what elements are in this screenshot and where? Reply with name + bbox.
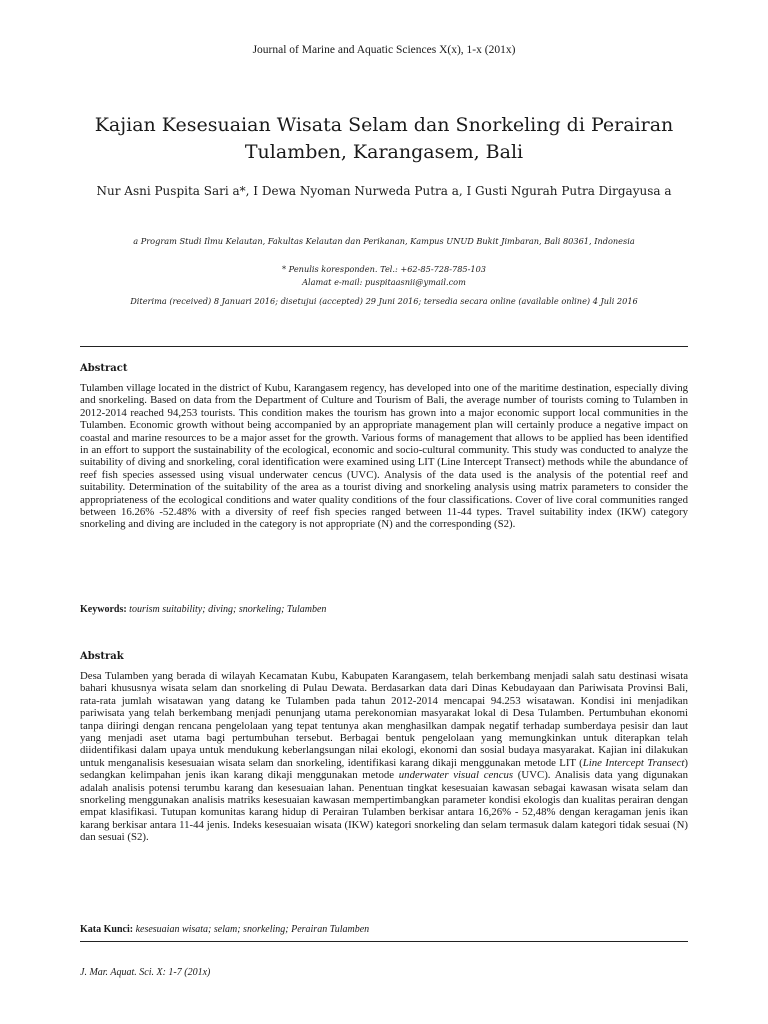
kata-kunci-value: kesesuaian wisata; selam; snorkeling; Perairan Tulamben (135, 924, 370, 935)
corresponding-phone: * Penulis koresponden. Tel.: +62-85-728-785-103 (281, 264, 487, 274)
abstract-heading: Abstract (80, 363, 128, 374)
keywords (80, 604, 688, 615)
kata-kunci-label: Kata Kunci: (80, 924, 134, 935)
author-list: Nur Asni Puspita Sari a*, I Dewa Nyoman Nurweda Putra a, I Gusti Ngurah Putra Dirgayusa a (96, 184, 672, 198)
abstrak-heading: Abstrak (80, 651, 124, 662)
abstrak-text-part2: ) sedangkan kelimpahan jenis ikan karang dikaji menggunakan metode (80, 756, 688, 782)
paper-title: Kajian Kesesuaian Wisata Selam dan Snorkeling di Perairan Tulamben, Karangasem, Bali (94, 114, 674, 163)
abstrak-italic-lit: Line Intercept Transect (582, 756, 685, 769)
corresponding-email: Alamat e-mail: puspitaasnii@ymail.com (302, 277, 466, 287)
journal-header: Journal of Marine and Aquatic Sciences X(x), 1-x (201x) (252, 44, 516, 56)
abstract-text: Tulamben village located in the district of Kubu, Karangasem regency, has developed into one of the maritime destination, especially diving and snorkeling. Based on data from the Department of Culture and Tourism of Bali, the average number of tourists coming to Tulamben in 2012-2014 reached 94,253 tourists. This condition makes the tourism has grown into a major economic support local communities in the Tulamben. Economic growth without being accompanied by an appropriate management plan will certainly produce a negative impact on coastal and marine resources to be a major asset for the growth. Various forms of management that allows to be applied has been identified in an effort to support the sustainability of the ecological, economic and socio-cultural community. This study was conducted to analyze the suitability of diving and snorkeling, coral identification were examined using LIT (Line Intercept Transect) methods while the abundance of reef fish species assessed using visual underwater cencus (UVC). Analysis of the data used is the analysis of the potential reef and suitability. Determination of the suitability of the area as a tourist diving and snorkeling analysis using matrix parameters to consider the appropriateness of the ecological conditions and water quality conditions of the four classifications. Cover of live coral communities ranged between 16.26% -52.48% with a diversity of reef fish species ranged between 11-44 types. Travel suitability index (IKW) category snorkeling and diving are included in the category is not appropriate (N) and the corresponding (S2). (80, 382, 688, 531)
kata-kunci (80, 924, 688, 935)
top-divider (80, 346, 688, 347)
abstrak-text-part3: (UVC). Analisis data yang digunakan adalah analisis potensi terumbu karang dan kesesuaian lahan. Penentuan tingkat kesesuaian kawasan sebagai kawasan wisata selam dan snorkeling menggunakan analisis matriks kesesuaian kawasan mempertimbangkan parameter kondisi ekologis dan kualitas perairan dengan empat klasifikasi. Tutupan komunitas karang hidup di Perairan Tulamben berkisar antara 16,26% - 52,48% dengan keragaman jenis ikan karang berkisar antara 11-44 jenis. Indeks kesesuaian wisata (IKW) kategori snorkeling dan selam termasuk dalam kategori tidak sesuai (N) dan sesuai (S2). (80, 769, 688, 844)
publication-dates: Diterima (received) 8 Januari 2016; disetujui (accepted) 29 Juni 2016; tersedia secara online (available online) 4 Juli 2016 (130, 296, 638, 306)
abstrak-text (80, 670, 688, 844)
corresponding-author (60, 263, 708, 289)
keywords-value: tourism suitability; diving; snorkeling; Tulamben (129, 604, 327, 615)
keywords-label: Keywords: (80, 604, 127, 615)
affiliation: a Program Studi Ilmu Kelautan, Fakultas Kelautan dan Perikanan, Kampus UNUD Bukit Jimbaran, Bali 80361, Indonesia (133, 236, 635, 246)
bottom-divider (80, 941, 688, 942)
abstrak-text-part1: Desa Tulamben yang berada di wilayah Kecamatan Kubu, Kabupaten Karangasem, telah berkembang menjadi salah satu destinasi wisata bahari khususnya wisata selam dan snorkeling di Pulau Dewata. Berdasarkan data dari Dinas Kebudayaan dan Pariwisata Provinsi Bali, rata-rata jumlah wisatawan yang datang ke Tulamben pada tahun 2012-2014 mencapai 94.253 wisatawan. Kondisi ini menjadikan pariwisata yang telah berkembang menjadi penunjang utama perekonomian masyarakat lokal di Desa Tulamben. Pertumbuhan ekonomi tanpa diiringi dengan rencana pengelolaan yang tepat tentunya akan menghasilkan dampak negatif terhadap sumberdaya pesisir dan laut yang menjadi aset utama bagi pertumbuhan tersebut. Berbagai bentuk pengelolaan yang memungkinkan untuk diterapkan telah diidentifikasi dalam upaya untuk mendukung keberlangsungan nilai ekologi, ekonomi dan sosial budaya masyarakat. Kajian ini dilakukan untuk menganalisis kesesuaian wisata selam dan snorkeling, identifikasi karang dikaji menggunakan metode LIT ( (80, 670, 688, 769)
page-footer: J. Mar. Aquat. Sci. X: 1-7 (201x) (80, 967, 211, 978)
abstrak-italic-uvc: underwater visual cencus (398, 769, 514, 782)
